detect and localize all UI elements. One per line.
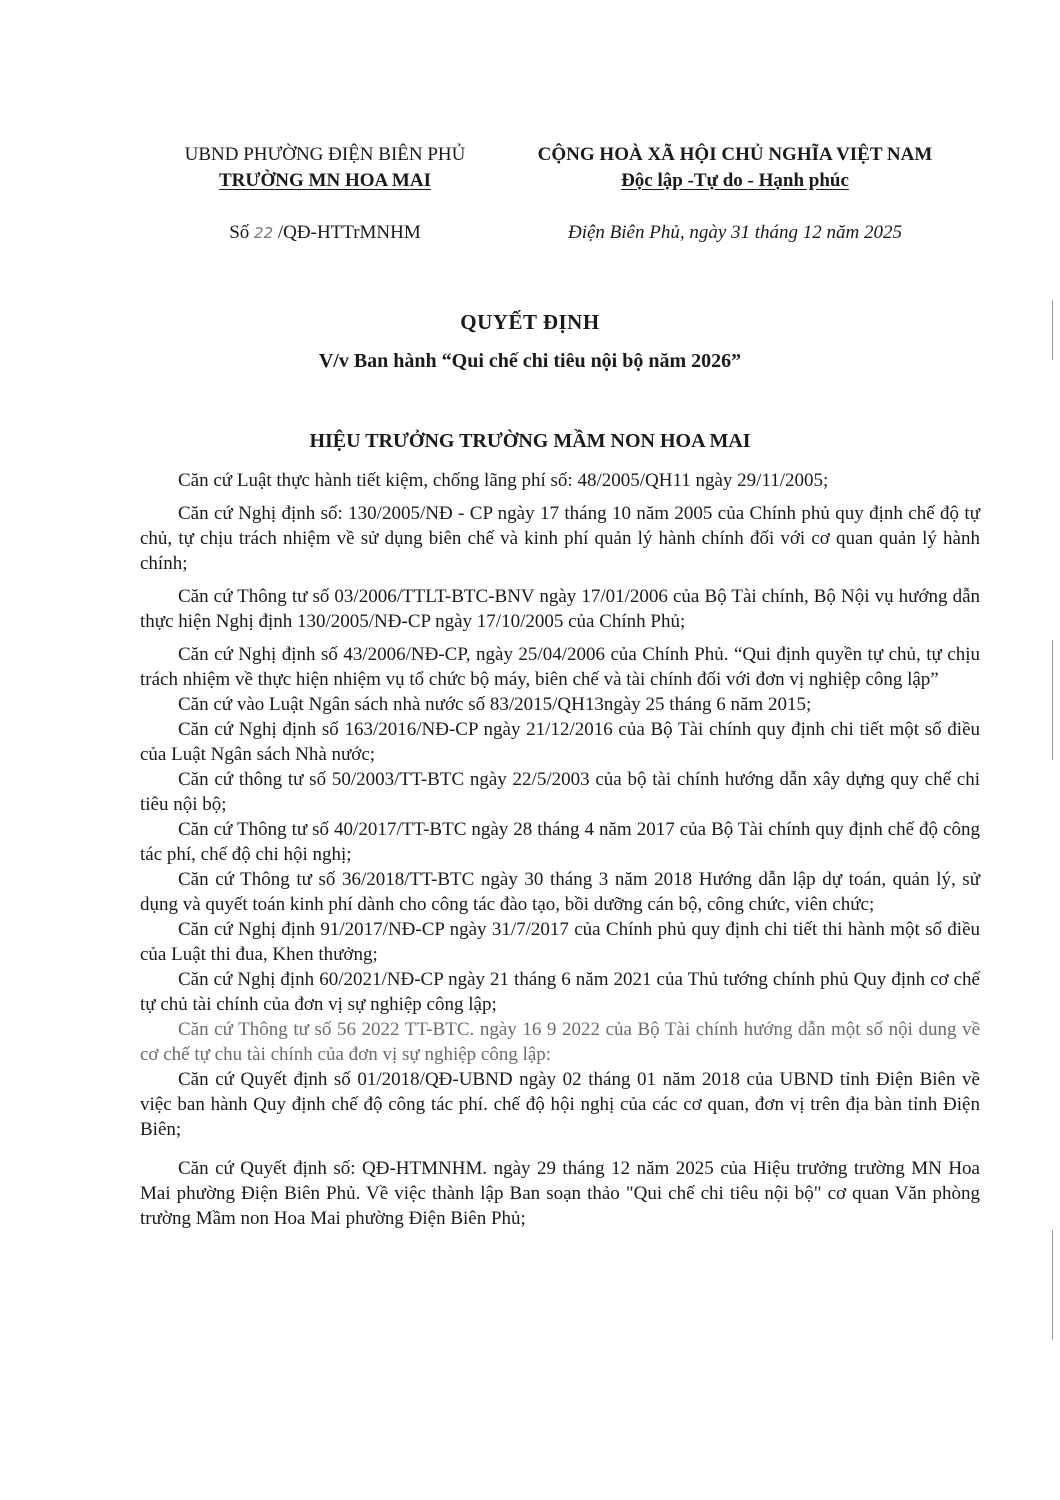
- legal-bases: [140, 468, 980, 1239]
- org-line-2: [150, 168, 500, 194]
- legal-basis-paragraph: Căn cứ Quyết định số 01/2018/QĐ-UBND ngày 02 tháng 01 năm 2018 của UBND tỉnh Điện Biên về việc ban hành Quy định chế độ công tác phí. chế độ hội nghị của các cơ quan, đơn vị trên địa bàn tỉnh Điện Biên;: [140, 1069, 980, 1140]
- national-motto: [500, 168, 970, 194]
- document-title: QUYẾT ĐỊNH: [460, 310, 600, 334]
- scan-margin-mark: [1052, 300, 1053, 360]
- legal-basis-paragraph: Căn cứ Thông tư số 40/2017/TT-BTC ngày 28 tháng 4 năm 2017 của Bộ Tài chính quy định chế độ công tác phí, chế độ chi hội nghị;: [140, 819, 980, 865]
- national-heading: [500, 142, 970, 194]
- legal-basis-paragraph: Căn cứ Luật thực hành tiết kiệm, chống lãng phí số: 48/2005/QH11 ngày 29/11/2005;: [178, 470, 829, 491]
- legal-basis-paragraph: Căn cứ vào Luật Ngân sách nhà nước số 83/2015/QH13ngày 25 tháng 6 năm 2015;: [178, 694, 812, 715]
- legal-basis-paragraph: Căn cứ Nghị định số 163/2016/NĐ-CP ngày 21/12/2016 của Bộ Tài chính quy định chi tiết một số điều của Luật Ngân sách Nhà nước;: [140, 719, 980, 765]
- legal-basis-paragraph: Căn cứ Nghị định 60/2021/NĐ-CP ngày 21 tháng 6 năm 2021 của Thủ tướng chính phủ Quy định cơ chế tự chủ tài chính của đơn vị sự nghiệp công lập;: [140, 969, 980, 1015]
- org-line-1: UBND PHƯỜNG ĐIỆN BIÊN PHỦ: [184, 144, 466, 165]
- legal-basis-paragraph: Căn cứ Thông tư số 03/2006/TTLT-BTC-BNV ngày 17/01/2006 của Bộ Tài chính, Bộ Nội vụ hướng dẫn thực hiện Nghị định 130/2005/NĐ-CP ngày 17/10/2005 của Chính Phủ;: [140, 586, 980, 632]
- legal-basis-paragraph: Căn cứ thông tư số 50/2003/TT-BTC ngày 22/5/2003 của bộ tài chính hướng dẫn xây dựng quy chế chi tiêu nội bộ;: [140, 769, 980, 815]
- legal-basis-paragraph: Căn cứ Nghị định số: 130/2005/NĐ - CP ngày 17 tháng 10 năm 2005 của Chính phủ quy định chế độ tự chủ, tự chịu trách nhiệm về sử dụng biên chế và kinh phí quản lý hành chính đối với cơ quan quản lý hành chính;: [140, 503, 980, 574]
- scan-margin-mark: [1052, 640, 1053, 760]
- scan-margin-mark: [1052, 1230, 1053, 1340]
- place-and-date: Điện Biên Phủ, ngày 31 tháng 12 năm 2025: [567, 222, 903, 243]
- country-name: CỘNG HOÀ XÃ HỘI CHỦ NGHĨA VIỆT NAM: [537, 144, 933, 165]
- legal-basis-paragraph: Căn cứ Quyết định số: QĐ-HTMNHM. ngày 29 tháng 12 năm 2025 của Hiệu trưởng trường MN Hoa Mai phường Điện Biên Phủ. Về việc thành lập Ban soạn thảo "Qui chế chi tiêu nội bộ" cơ quan Văn phòng trường Mầm non Hoa Mai phường Điện Biên Phủ;: [140, 1158, 980, 1229]
- ref-prefix: Số: [229, 222, 250, 243]
- national-motto-text: Độc lập -Tự do - Hạnh phúc: [621, 170, 849, 191]
- ref-handwritten-number: 22: [254, 224, 274, 242]
- reference-number: [150, 222, 500, 244]
- school-name: TRƯỜNG MN HOA MAI: [219, 170, 431, 191]
- issuing-authority: HIỆU TRƯỞNG TRƯỜNG MẦM NON HOA MAI: [309, 430, 751, 452]
- issuing-organization: [150, 142, 500, 194]
- legal-basis-paragraph: Căn cứ Thông tư số 36/2018/TT-BTC ngày 30 tháng 3 năm 2018 Hướng dẫn lập dự toán, quản lý, sử dụng và quyết toán kinh phí dành cho công tác đào tạo, bồi dưỡng cán bộ, công chức, viên chức;: [140, 869, 980, 915]
- legal-basis-paragraph: Căn cứ Thông tư số 56 2022 TT-BTC. ngày 16 9 2022 của Bộ Tài chính hướng dẫn một số nội dung về cơ chế tự chu tài chính của đơn vị sự nghiệp công lập:: [140, 1019, 980, 1065]
- document-subtitle: V/v Ban hành “Qui chế chi tiêu nội bộ năm 2026”: [318, 350, 742, 372]
- legal-basis-paragraph: Căn cứ Nghị định 91/2017/NĐ-CP ngày 31/7/2017 của Chính phủ quy định chi tiết thi hành một số điều của Luật thi đua, Khen thưởng;: [140, 919, 980, 965]
- ref-suffix: /QĐ-HTTrMNHM: [277, 222, 421, 243]
- legal-basis-paragraph: Căn cứ Nghị định số 43/2006/NĐ-CP, ngày 25/04/2006 của Chính Phủ. “Qui định quyền tự chủ, tự chịu trách nhiệm về thực hiện nhiệm vụ tổ chức bộ máy, biên chế và tài chính đối với đơn vị nghiệp công lập”: [140, 644, 980, 690]
